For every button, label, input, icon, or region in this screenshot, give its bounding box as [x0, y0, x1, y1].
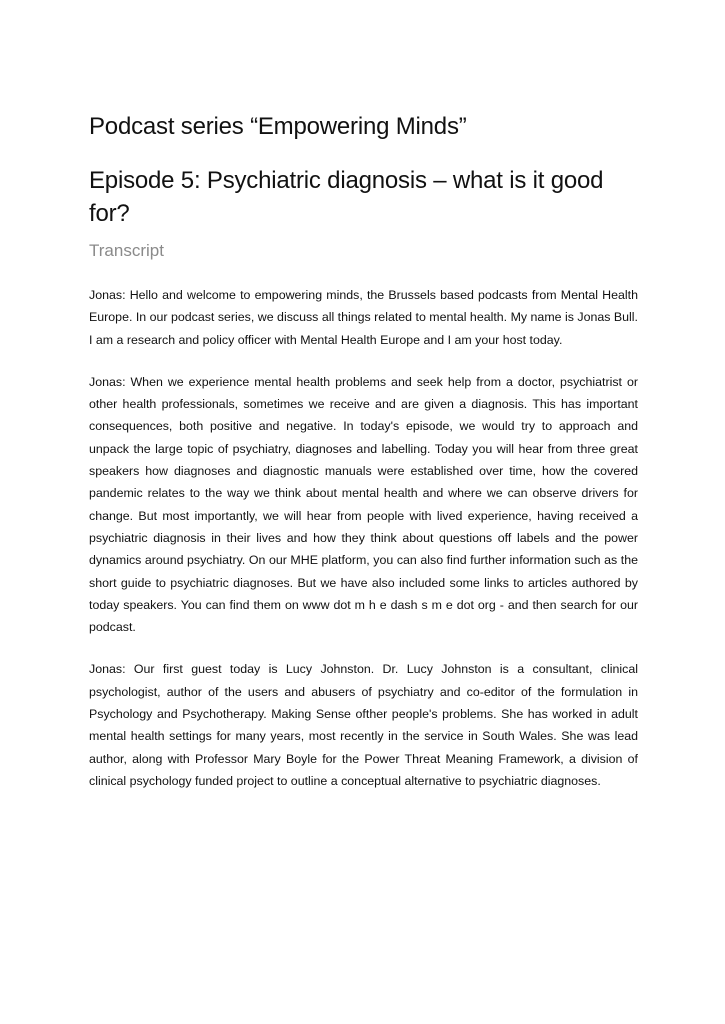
transcript-paragraph: Jonas: When we experience mental health problems and seek help from a doctor, psychiatrist or other health professionals, sometimes we receive and are given a diagnosis. This has important consequences, both positive and negative. In today's episode, we would try to approach and unpack the large topic of psychiatry, diagnoses and labelling. Today you will hear from three great speakers how diagnoses and diagnostic manuals were established over time, how the covered pandemic relates to the way we think about mental health and where we can observe drivers for change. But most importantly, we will hear from people with lived experience, having received a psychiatric diagnosis in their lives and how they think about questions off labels and the power dynamics around psychiatry. On our MHE platform, you can also find further information such as the short guide to psychiatric diagnoses. But we have also included some links to articles authored by today speakers. You can find them on www dot m h e dash s m e dot org - and then search for our podcast.: [89, 374, 638, 635]
transcript-paragraph: Jonas: Hello and welcome to empowering minds, the Brussels based podcasts from Mental Health Europe. In our podcast series, we discuss all things related to mental health. My name is Jonas Bull. I am a research and policy officer with Mental Health Europe and I am your host today.: [89, 288, 638, 347]
series-title: Podcast series “Empowering Minds”: [89, 113, 467, 140]
document-content: [89, 110, 638, 792]
transcript-subtitle: Transcript: [89, 241, 164, 260]
transcript-paragraph: Jonas: Our first guest today is Lucy Johnston. Dr. Lucy Johnston is a consultant, clinical psychologist, author of the users and abusers of psychiatry and co-editor of the formulation in Psychology and Psychotherapy. Making Sense ofther people's problems. She has worked in adult mental health settings for many years, most recently in the service in South Wales. She was lead author, along with Professor Mary Boyle for the Power Threat Meaning Framework, a division of clinical psychology funded project to outline a conceptual alternative to psychiatric diagnoses.: [89, 662, 638, 788]
episode-title: Episode 5: Psychiatric diagnosis – what is it good for?: [89, 167, 604, 227]
